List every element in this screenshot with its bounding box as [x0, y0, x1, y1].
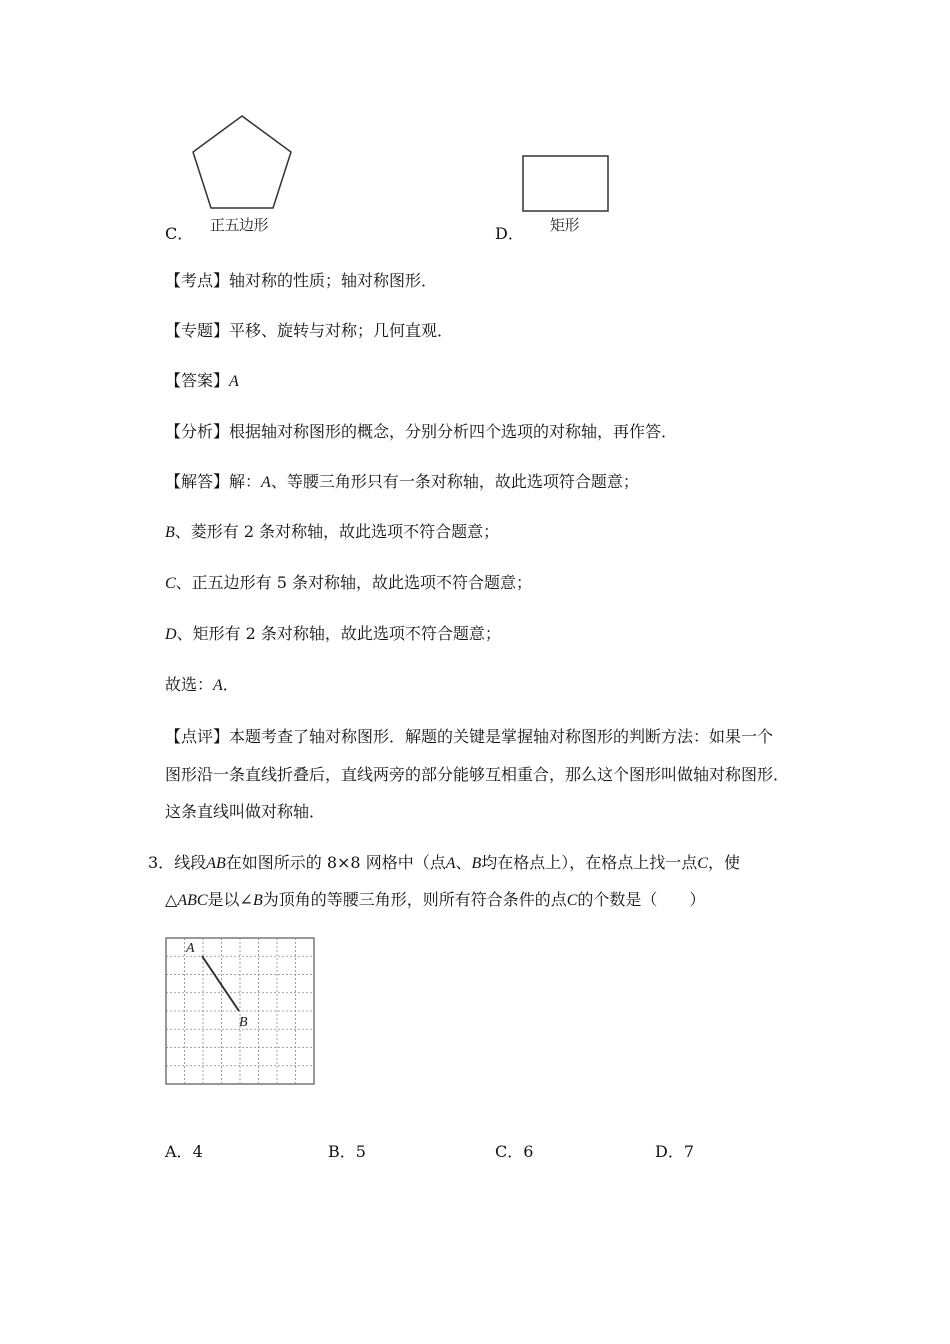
question3-var: ABC	[177, 892, 208, 909]
jieda-b-var: B	[165, 524, 175, 541]
option-c-letter: C．	[165, 224, 194, 243]
rectangle-shape	[523, 156, 608, 211]
jieda-text: 、等腰三角形只有一条对称轴，故此选项符合题意；	[270, 472, 639, 491]
question3-var: A	[445, 855, 456, 872]
jieda-tag: 【解答】	[165, 472, 230, 491]
question3-text: 的个数是（ ）	[577, 890, 706, 909]
question3-var: B	[252, 892, 263, 909]
daan-tag: 【答案】	[165, 371, 230, 390]
dianping-text1: 本题考查了轴对称图形．解题的关键是掌握轴对称图形的判断方法：如果一个	[229, 727, 774, 746]
jieda-var: A	[261, 474, 271, 491]
question3-text: 线段	[174, 853, 207, 872]
jieda-d-var: D	[165, 626, 177, 643]
jieda-c-line	[165, 573, 532, 594]
choice-letter: A．	[165, 1142, 193, 1161]
dianping-tag: 【点评】	[165, 727, 230, 746]
jieda-c-var: C	[165, 575, 176, 592]
dianping-line2: 图形沿一条直线折叠后，直线两旁的部分能够互相重合，那么这个图形叫做轴对称图形．	[165, 765, 790, 784]
question3-var: AB	[206, 855, 226, 872]
question3-text: ，使	[707, 853, 740, 872]
option-d-letter: D．	[495, 224, 524, 243]
jieda-d-text: 、矩形有 2 条对称轴，故此选项不符合题意；	[176, 624, 501, 643]
dianping-line3: 这条直线叫做对称轴．	[165, 802, 326, 821]
pentagon-shape	[193, 116, 291, 208]
zhuanti-text: 平移、旋转与对称；几何直观．	[229, 321, 454, 340]
question3-text: △	[165, 890, 178, 909]
pentagon-caption: 正五边形	[210, 216, 269, 234]
choice-letter: D．	[655, 1142, 684, 1161]
jieda-d-line	[165, 624, 501, 645]
jieda-b-text: 、菱形有 2 条对称轴，故此选项不符合题意；	[174, 522, 500, 541]
rectangle-figure	[520, 152, 612, 214]
question3-var: C	[566, 892, 578, 909]
jieda-b-line	[165, 522, 499, 543]
question3-text: 为顶角的等腰三角形，则所有符合条件的点	[262, 890, 567, 909]
question3-var: B	[471, 855, 482, 872]
question3-text: 是以∠	[207, 890, 253, 909]
guxuan-end: ．	[222, 675, 239, 694]
choice-letter: B．	[328, 1142, 356, 1161]
grid-label-b: B	[239, 1015, 248, 1030]
choice-c	[495, 1142, 533, 1162]
daan-value: A	[229, 373, 239, 390]
dianping-line1	[165, 727, 773, 747]
choice-value: 6	[523, 1142, 534, 1161]
jieda-lead: 解：	[229, 472, 262, 491]
choice-b	[328, 1142, 366, 1162]
question3-text: 、	[455, 853, 472, 872]
kaodian-tag: 【考点】	[165, 271, 230, 290]
zhuanti-tag: 【专题】	[165, 321, 230, 340]
choice-value: 4	[192, 1142, 203, 1161]
zhuanti-line	[165, 321, 453, 341]
question3-line1	[148, 853, 740, 874]
pentagon-figure	[188, 110, 298, 215]
grid-lines	[166, 938, 314, 1084]
jieda-c-text: 、正五边形有 5 条对称轴，故此选项不符合题意；	[175, 573, 533, 592]
kaodian-text: 轴对称的性质；轴对称图形．	[229, 271, 438, 290]
question3-number: 3．	[148, 853, 175, 872]
choice-a	[165, 1142, 203, 1162]
rectangle-caption: 矩形	[550, 216, 580, 234]
grid-label-a: A	[186, 941, 195, 956]
question3-text: 均在格点上），在格点上找一点	[481, 853, 698, 872]
fenxi-line	[165, 422, 677, 442]
question3-text: 在如图所示的 8×8 网格中（点	[225, 853, 446, 872]
kaodian-line	[165, 271, 437, 291]
choice-value: 7	[683, 1142, 695, 1161]
question3-var: C	[697, 855, 708, 872]
daan-line	[165, 371, 239, 392]
jieda-line	[165, 472, 639, 493]
choice-value: 5	[355, 1142, 366, 1161]
grid-figure	[164, 936, 318, 1088]
choice-d	[655, 1142, 694, 1162]
guxuan-line	[165, 675, 239, 696]
fenxi-tag: 【分析】	[165, 422, 230, 441]
choice-letter: C．	[495, 1142, 524, 1161]
segment-ab	[202, 956, 239, 1011]
guxuan-text: 故选：	[165, 675, 214, 694]
guxuan-var: A	[213, 677, 223, 694]
fenxi-text: 根据轴对称图形的概念，分别分析四个选项的对称轴，再作答．	[229, 422, 678, 441]
question3-line2	[165, 890, 705, 911]
